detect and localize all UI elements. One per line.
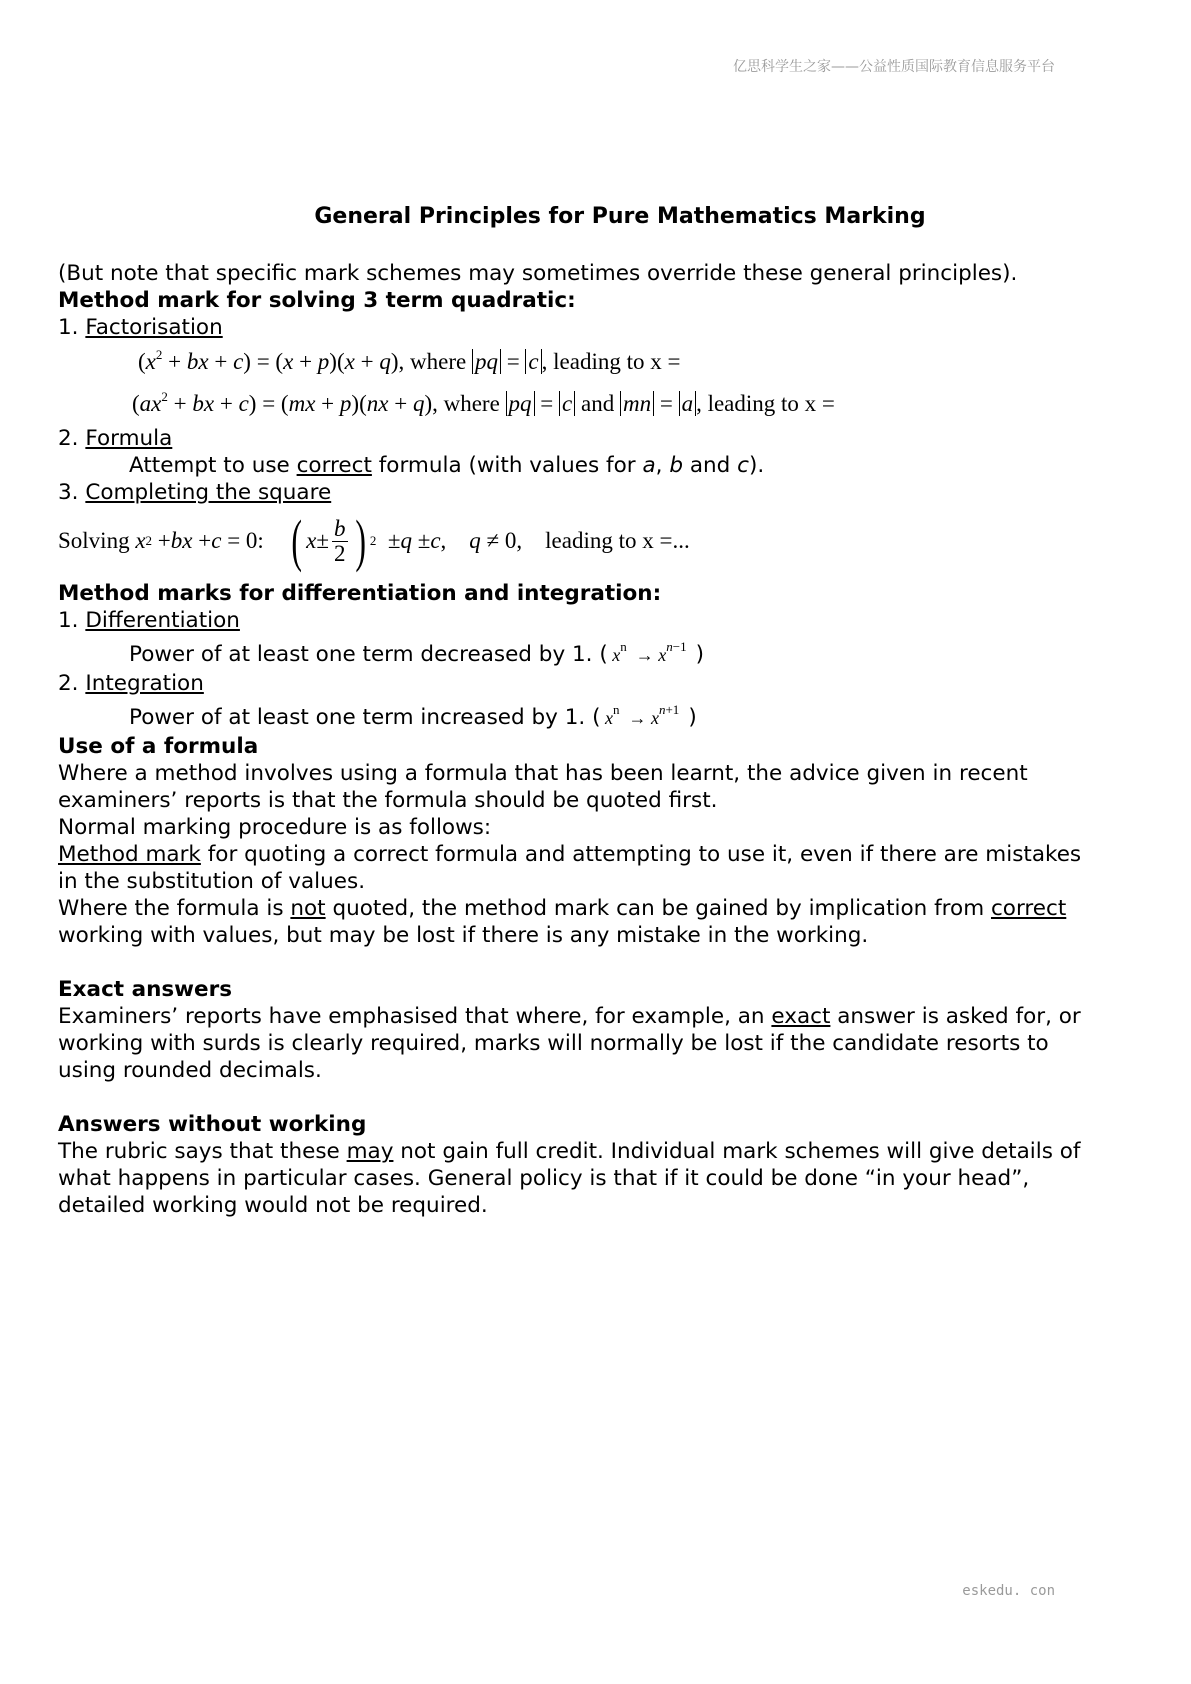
item-number: 1.: [58, 608, 86, 633]
underlined-text: may: [346, 1139, 394, 1164]
differentiation-item: [58, 607, 1138, 634]
and-text: and: [575, 391, 620, 416]
integration-description: Power of at least one term increased by 1. ( $x^n \to x^{n+1}$ ): [129, 702, 697, 730]
text-run: formula (with values for: [371, 453, 643, 478]
text-run: ): [688, 705, 697, 730]
text-run: for quoting a correct formula and attempting to use it, even if there are mistakes: [200, 842, 1082, 867]
exact-answers-line-2: working with surds is clearly required, marks will normally be lost if the candidate resorts to: [58, 1031, 1049, 1056]
answers-line-3: detailed working would not be required.: [58, 1193, 488, 1218]
completing-square-label: Completing the square: [85, 480, 332, 505]
text-run: Power of at least one term decreased by 1. (: [129, 642, 608, 667]
calculus-heading: Method marks for differentiation and integration:: [58, 581, 662, 606]
exact-answers-line-3: using rounded decimals.: [58, 1058, 322, 1083]
underlined-text: exact: [771, 1004, 831, 1029]
answers-line-1: [58, 1138, 1138, 1165]
leading-text: leading to x =...: [545, 528, 690, 553]
integration-item: [58, 670, 1138, 697]
formula-label: Formula: [85, 426, 173, 451]
spacer: [58, 949, 1138, 976]
exact-answers-line-1: [58, 1003, 1138, 1030]
leading-text: , leading to x =: [696, 391, 835, 416]
factorisation-item: [58, 314, 1138, 341]
text-run: ): [695, 642, 704, 667]
text-run: Examiners’ reports have emphasised that where, for example, an: [58, 1004, 772, 1029]
text-run: not gain full credit. Individual mark schemes will give details of: [393, 1139, 1081, 1164]
formula-item: [58, 425, 1138, 452]
formula-paragraph-4-line-1: [58, 895, 1138, 922]
factorisation-formula-1: ($x^2$ + bx + c) = (x + p)(x + q), where pq = c , leading to x =: [138, 347, 681, 374]
factorisation-label: Factorisation: [85, 315, 223, 340]
differentiation-label: Differentiation: [85, 608, 240, 633]
text-run: answer is asked for, or: [830, 1004, 1081, 1029]
underlined-text: correct: [990, 896, 1067, 921]
formula-description: [58, 452, 1138, 479]
text-run: ,: [655, 453, 670, 478]
differentiation-description: Power of at least one term decreased by 1. ( $x^n \to x^{n-1}$ ): [129, 639, 704, 667]
formula-paragraph-2: Normal marking procedure is as follows:: [58, 815, 492, 840]
variable-c: c: [737, 453, 749, 478]
text-run: and: [682, 453, 738, 478]
text-run: Attempt to use: [129, 453, 297, 478]
item-number: 2.: [58, 426, 86, 451]
leading-text: , leading to x =: [541, 349, 681, 374]
integration-label: Integration: [85, 671, 204, 696]
text-run: Where the formula is: [58, 896, 291, 921]
footer-watermark: eskedu. con: [962, 1583, 1055, 1599]
formula-paragraph-1-line-2: examiners’ reports is that the formula should be quoted first.: [58, 788, 718, 813]
header-watermark: 亿思科学生之家——公益性质国际教育信息服务平台: [733, 59, 1055, 75]
where-text: , where: [432, 391, 506, 416]
where-text: , where: [398, 349, 472, 374]
answers-line-2: what happens in particular cases. General policy is that if it could be done “in your head”,: [58, 1166, 1030, 1191]
item-number: 2.: [58, 671, 86, 696]
variable-b: b: [669, 453, 683, 478]
formula-section-heading: Use of a formula: [58, 734, 259, 759]
item-number: 3.: [58, 480, 86, 505]
formula-paragraph-4-line-2: working with values, but may be lost if there is any mistake in the working.: [58, 923, 869, 948]
item-number: 1.: [58, 315, 86, 340]
formula-paragraph-3-line-2: in the substitution of values.: [58, 869, 366, 894]
completing-square-formula: Solving x 2 + bx + c = 0: ( x ± $\frac{b}{2}$ ) 2 ± q ± c , q ≠ 0, leading to x =...: [58, 508, 690, 573]
formula-paragraph-1-line-1: Where a method involves using a formula that has been learnt, the advice given in recent: [58, 761, 1028, 786]
document-body: [58, 260, 1138, 1219]
text-run: The rubric says that these: [58, 1139, 347, 1164]
underlined-text: Method mark: [58, 842, 201, 867]
intro-note: (But note that specific mark schemes may sometimes override these general principles).: [58, 261, 1018, 286]
formula-paragraph-3-line-1: [58, 841, 1138, 868]
variable-a: a: [642, 453, 656, 478]
underlined-text: correct: [296, 453, 372, 478]
underlined-text: not: [290, 896, 326, 921]
text-run: ).: [748, 453, 765, 478]
exact-answers-heading: Exact answers: [58, 977, 233, 1002]
text-run: Power of at least one term increased by 1. (: [129, 705, 601, 730]
solving-text: Solving: [58, 528, 130, 553]
answers-without-working-heading: Answers without working: [58, 1112, 367, 1137]
spacer: [58, 1084, 1138, 1111]
quadratic-heading: Method mark for solving 3 term quadratic:: [58, 288, 576, 313]
factorisation-formula-2: ($ax^2$ + bx + c) = (mx + p)(nx + q), where pq = c and mn = a , leading to x =: [132, 389, 835, 416]
page-title: General Principles for Pure Mathematics Marking: [314, 204, 926, 229]
text-run: quoted, the method mark can be gained by implication from: [325, 896, 991, 921]
completing-square-item: [58, 479, 1138, 506]
